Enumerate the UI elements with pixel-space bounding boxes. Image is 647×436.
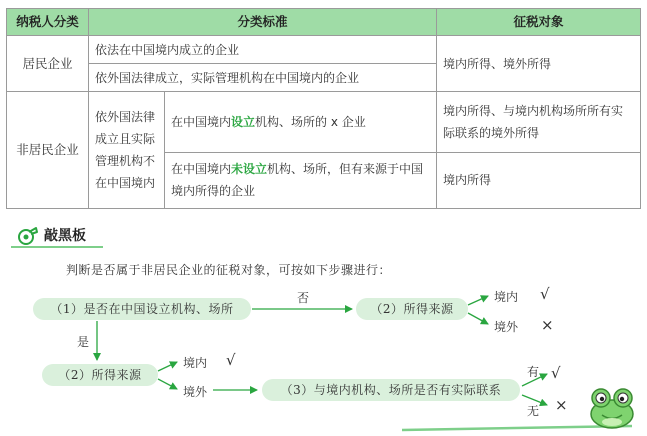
resident-criteria-2: 依外国法律成立，实际管理机构在中国境内的企业 [89, 64, 437, 92]
keyword-not-established: 未设立 [231, 162, 268, 177]
flow-label-no: 否 [297, 291, 310, 305]
nonresident-condition: 依外国法律成立且实际管理机构不在中国境内 [89, 92, 165, 209]
flow-label-none: 无 [527, 404, 540, 418]
check-mark: √ [551, 364, 561, 382]
flow-foreign-right: 境外 [494, 320, 519, 334]
keyword-established: 设立 [231, 115, 256, 130]
resident-objects: 境内所得、境外所得 [437, 36, 641, 92]
check-mark: √ [540, 285, 550, 303]
cross-mark: × [555, 396, 568, 414]
header-category: 纳税人分类 [7, 9, 89, 36]
flow-step2-left: （2）所得来源 [42, 364, 158, 386]
flow-step2-right: （2）所得来源 [356, 298, 468, 320]
section-title: 敲黑板 [44, 228, 86, 244]
resident-category: 居民企业 [7, 36, 89, 92]
nonresident-category: 非居民企业 [7, 92, 89, 209]
resident-criteria-1: 依法在中国境内成立的企业 [89, 36, 437, 64]
nonresident-objects-2: 境内所得 [437, 152, 641, 208]
nonresident-criteria-1: 在中国境内设立机构、场所的 x 企业 [165, 92, 437, 152]
cross-mark: × [541, 316, 554, 334]
header-criteria: 分类标准 [89, 9, 437, 36]
flow-domestic-left: 境内 [183, 356, 208, 370]
flow-step1: （1）是否在中国设立机构、场所 [33, 298, 251, 320]
flow-foreign-left: 境外 [183, 385, 208, 399]
flow-label-yes: 是 [77, 335, 90, 349]
frog-mascot [586, 382, 638, 430]
header-objects: 征税对象 [437, 9, 641, 36]
flow-label-has: 有 [527, 365, 540, 379]
flow-domestic-right: 境内 [494, 290, 519, 304]
intro-text: 判断是否属于非居民企业的征税对象，可按如下步骤进行： [66, 263, 392, 277]
flow-step3: （3）与境内机构、场所是否有实际联系 [262, 379, 520, 401]
nonresident-criteria-2: 在中国境内未设立机构、场所，但有来源于中国境内所得的企业 [165, 152, 437, 208]
nonresident-objects-1: 境内所得、与境内机构场所所有实际联系的境外所得 [437, 92, 641, 152]
check-mark: √ [226, 351, 236, 369]
